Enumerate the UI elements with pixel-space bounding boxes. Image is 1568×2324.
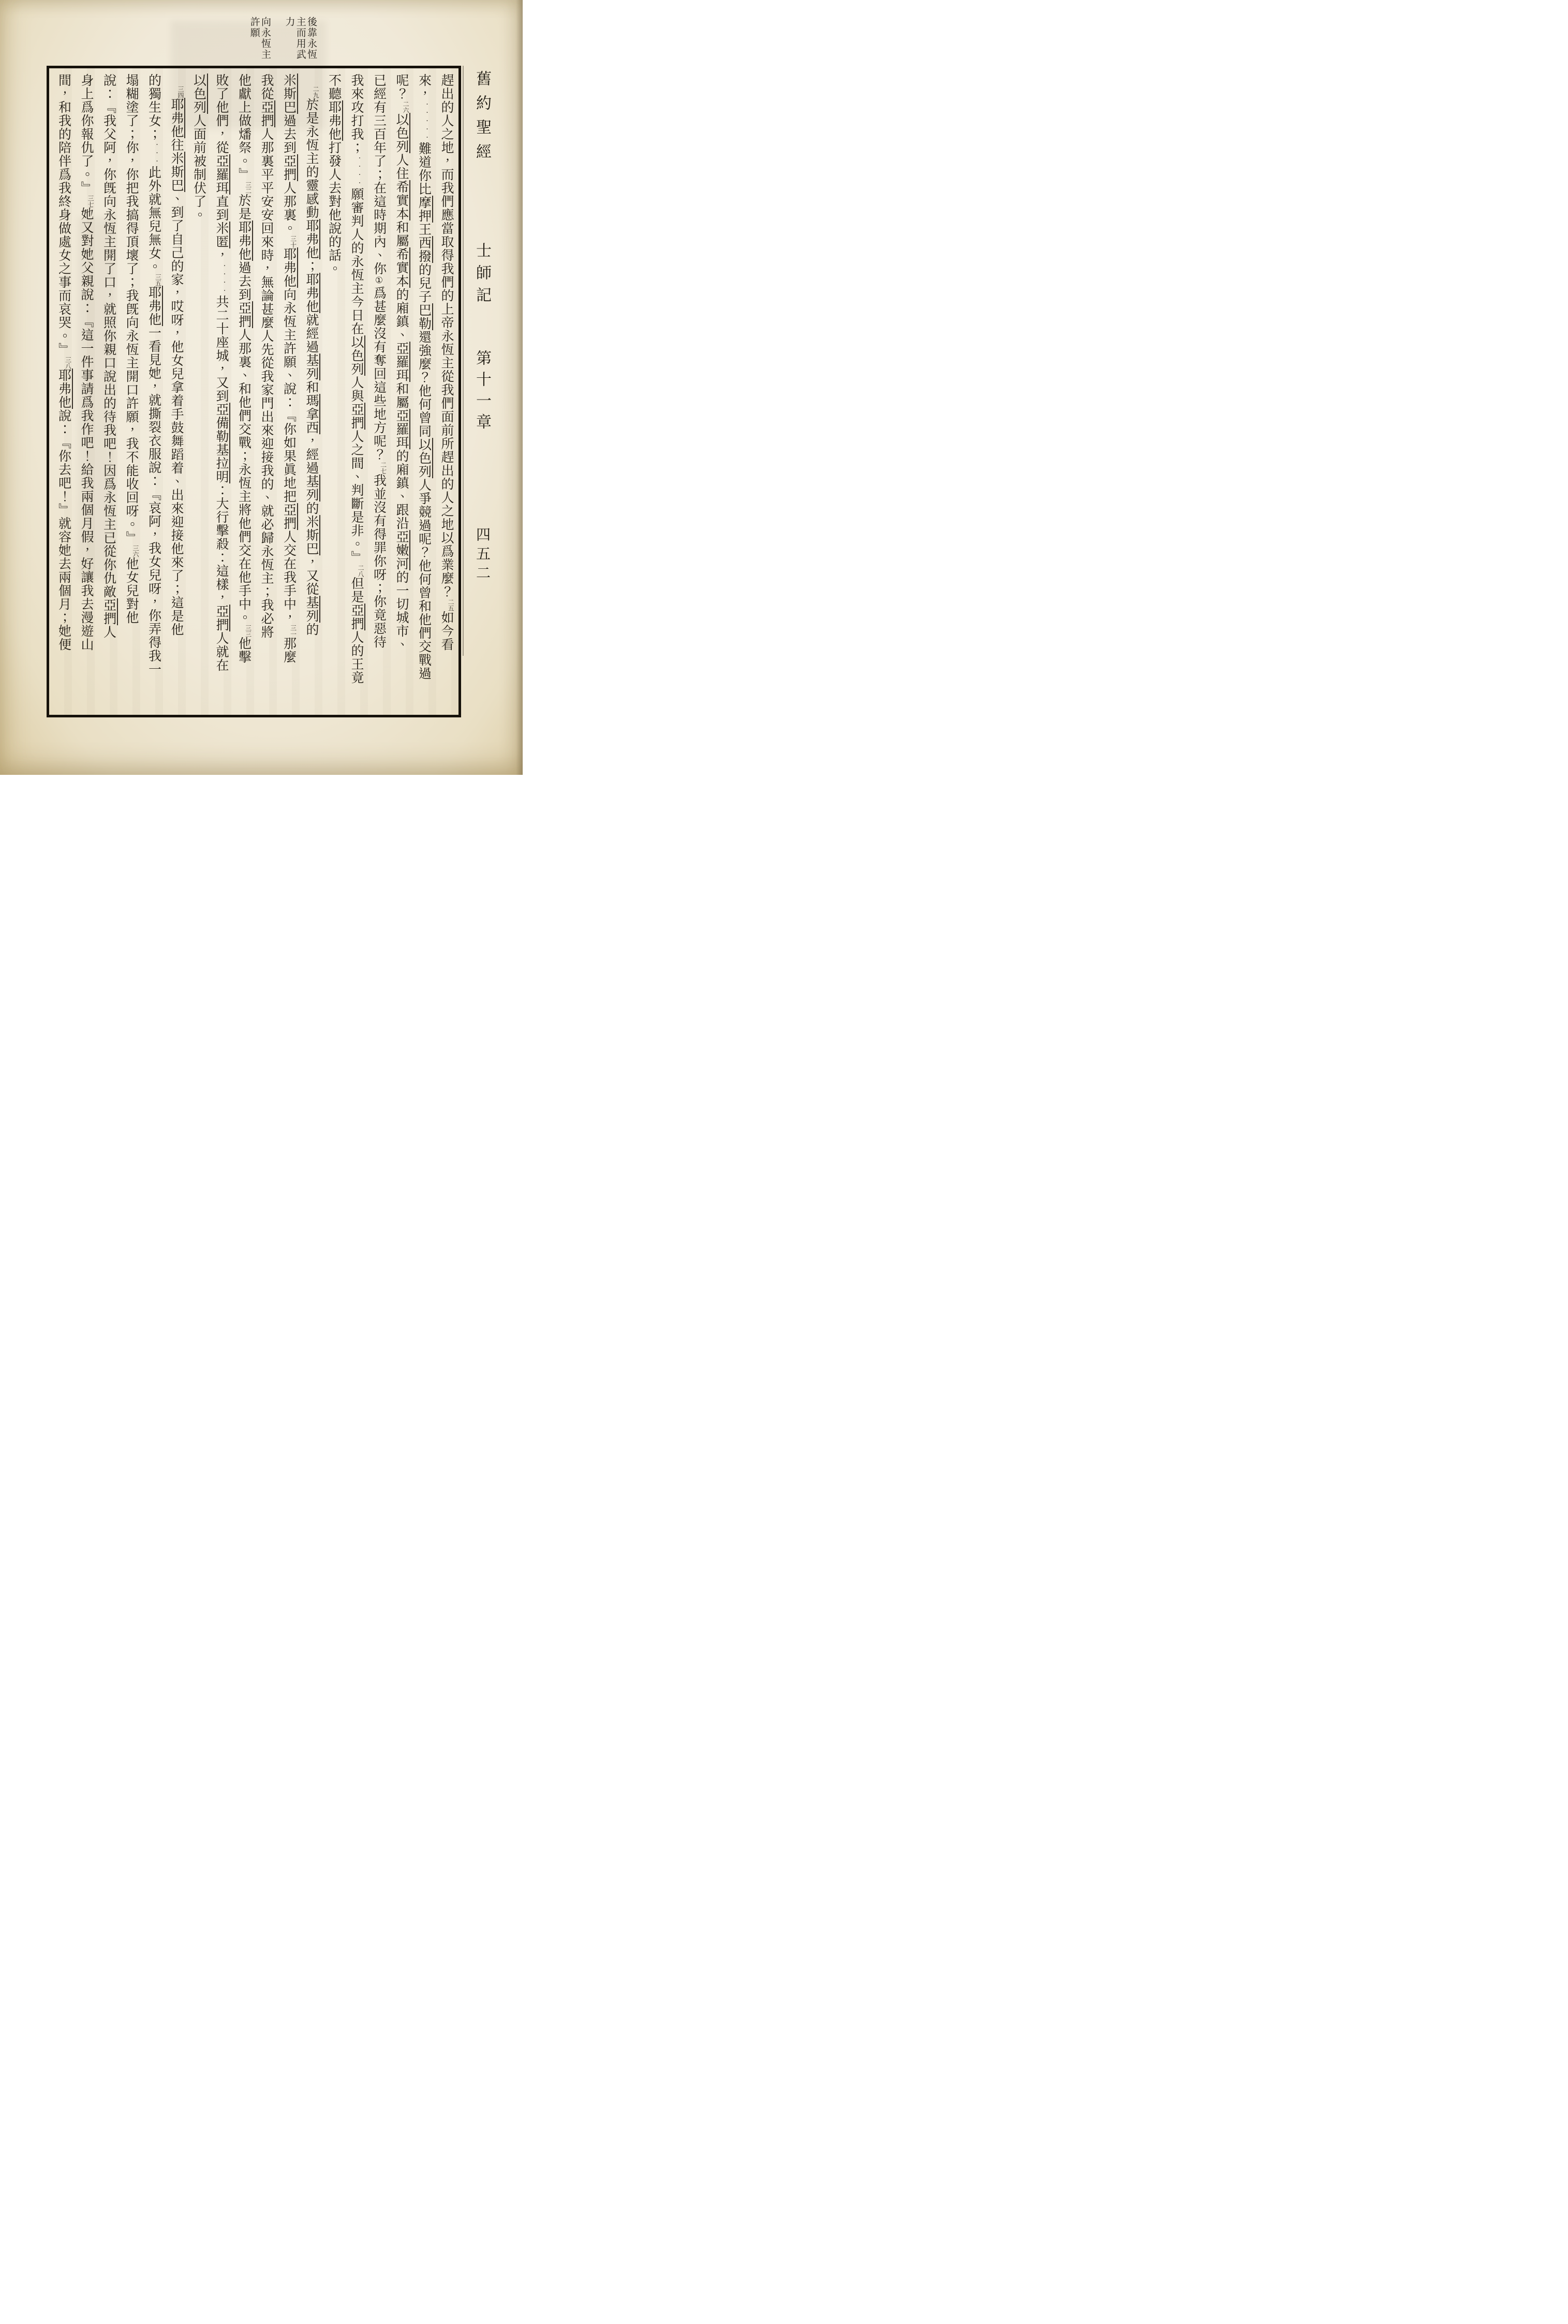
text-run: 打發人去對他說的話。 [327, 141, 342, 275]
text-column [238, 73, 252, 711]
proper-noun-mark: 瑪拿西 [304, 394, 319, 434]
text-run: 和 [304, 380, 319, 394]
proper-noun-mark: 以色列 [417, 438, 432, 478]
proper-noun-mark: 以色列 [349, 335, 364, 376]
text-run: 但是 [349, 577, 364, 604]
text-run: 人與 [349, 376, 364, 403]
text-run: 和屬 [394, 382, 409, 409]
text-run: 她又對她父親說：『這一件事請爲我作吧！給我兩個月假，好讓我去漫遊山 [79, 207, 94, 651]
text-run: 身上爲你報仇了。』 [79, 73, 94, 195]
text-column [440, 73, 454, 711]
text-run: 來， [417, 73, 432, 100]
verse-number: 二八 [357, 565, 364, 577]
text-column [215, 73, 229, 711]
text-run: 人那裏。 [282, 181, 297, 235]
text-run: 敗了他們，從 [214, 73, 229, 154]
text-column [193, 73, 206, 711]
proper-noun-mark: 希實本 [394, 180, 409, 220]
text-run: 直到 [214, 195, 229, 222]
proper-noun-mark: 米匿 [214, 222, 229, 248]
proper-noun-mark: 米斯巴 [304, 515, 319, 555]
proper-noun-mark: 以色列 [191, 73, 207, 114]
header-chapter-title: 第十一章 [473, 350, 491, 435]
text-run: 他擊 [236, 637, 252, 664]
proper-noun-mark: 耶弗他 [56, 369, 72, 409]
text-run: 的 [304, 623, 319, 636]
margin-note-war-heading: 後靠永恆主而用武力 [284, 17, 317, 60]
ellipsis-mark: ···· [220, 262, 229, 295]
ellipsis-mark: ····· [423, 100, 432, 142]
proper-noun-mark: 摩押 [417, 196, 432, 223]
text-run: 的獨生女； [146, 73, 162, 141]
ellipsis-mark: ··· [153, 141, 161, 166]
text-run: 難道你比 [417, 142, 432, 196]
text-run: 他獻上做燔祭。』 [236, 73, 252, 181]
text-run: 人就在 [214, 631, 229, 672]
text-run: 的廂鎮、 [394, 288, 409, 342]
proper-noun-mark: 西撥 [417, 236, 432, 263]
footnote-marker: ① [374, 275, 384, 286]
text-column [103, 73, 116, 711]
paragraph-indent [176, 73, 177, 85]
header-page-number: 四五二 [474, 527, 491, 584]
text-run: 就經過 [304, 313, 319, 354]
text-run: 人之間、判斷是非。』 [349, 430, 364, 564]
text-run: 如今看 [439, 611, 454, 651]
text-run: 我來攻打我； [349, 73, 364, 154]
verse-number: 三三 [244, 625, 252, 637]
text-run: 和屬 [394, 220, 409, 247]
text-run: 的廂鎮、跟沿 [394, 449, 409, 530]
text-run: 人那裏、和他們交戰；永恆主將他們交在他手中。 [236, 328, 252, 624]
proper-noun-mark: 耶弗他 [304, 219, 319, 259]
text-column [350, 73, 364, 711]
text-run: 人的王竟 [349, 630, 364, 684]
proper-noun-mark: 亞羅珥 [394, 342, 409, 382]
text-run: 往 [169, 138, 184, 152]
scan-streak-artifact [463, 66, 464, 656]
proper-noun-mark: 亞捫 [214, 605, 229, 631]
verse-number: 三六 [132, 545, 139, 557]
text-run: 間，和我的陪伴爲我終身做處女之事而哀哭。』 [56, 73, 72, 356]
text-run: 已經有三百年了；在這時期內、你 [372, 73, 387, 275]
text-column [125, 73, 139, 711]
proper-noun-mark: 耶弗他 [304, 273, 319, 313]
text-run: 的 [304, 502, 319, 515]
text-run: 那麼 [282, 637, 297, 664]
text-run: 向永恆主許願、說：『你如果眞地把 [282, 288, 297, 503]
text-run: 過去到 [282, 114, 297, 154]
proper-noun-mark: 亞捫 [349, 403, 364, 430]
text-run: 說：『你去吧！』就容她去兩個月；她便 [56, 409, 72, 651]
text-run: 共二十座城，又到 [214, 295, 229, 403]
text-column [283, 73, 297, 711]
text-column [418, 73, 432, 711]
text-run: 我並沒有得罪你呀；你竟惡待 [372, 474, 387, 649]
text-run: 王 [417, 223, 432, 236]
text-run: 於是永恆主的靈感動 [304, 98, 319, 219]
verse-number: 二七 [379, 462, 387, 474]
verse-number: 二六 [402, 101, 409, 113]
proper-noun-mark: 耶弗他 [327, 100, 342, 141]
proper-noun-mark: 亞捫 [282, 503, 297, 530]
text-run: 塌糊塗了；你，你把我搞得頂壞了；我旣向永恆主開口許願，我不能收回呀。』 [124, 73, 139, 545]
text-run: ， [214, 248, 229, 262]
text-run: 於是 [236, 194, 252, 220]
text-run: ：大行擊殺：這樣， [214, 483, 229, 605]
verse-number: 二九 [312, 86, 319, 98]
proper-noun-mark: 基列 [304, 354, 319, 380]
text-column [148, 73, 161, 711]
text-run: 願審判人的永恆主今日在 [349, 187, 364, 335]
proper-noun-mark: 亞捫 [236, 301, 252, 328]
text-run: ，又從 [304, 555, 319, 596]
text-column [58, 73, 71, 711]
verse-number: 三八 [64, 357, 72, 369]
verse-number: 二五 [447, 599, 454, 611]
proper-noun-mark: 基列 [304, 596, 319, 623]
proper-noun-mark: 亞羅珥 [214, 154, 229, 195]
text-run: 人那裏平平安安回來時，無論甚麼人先從我家門出來迎接我的、就必歸永恆主；我必將 [259, 127, 274, 639]
proper-noun-mark: 亞捫 [101, 598, 117, 625]
text-run: 不聽 [327, 73, 342, 100]
text-run: 過去到 [236, 261, 252, 301]
text-column [305, 73, 319, 711]
proper-noun-mark: 以色列 [394, 113, 409, 153]
text-run: 人 [101, 625, 117, 639]
margin-note-vow-heading: 向永恆主許願 [248, 17, 271, 60]
text-column [395, 73, 409, 711]
proper-noun-mark: 亞羅珥 [394, 409, 409, 449]
proper-noun-mark: 耶弗他 [169, 98, 184, 138]
text-run: 的一切城市、 [394, 570, 409, 651]
proper-noun-mark: 基列 [304, 475, 319, 502]
proper-noun-mark: 亞備勒基拉明 [214, 403, 229, 483]
text-frame [47, 66, 461, 717]
proper-noun-mark: 亞捫 [282, 154, 297, 181]
header-section-title: 士師記 [473, 242, 491, 309]
text-column [328, 73, 342, 711]
ellipsis-mark: ···· [356, 154, 364, 187]
proper-noun-mark: 米斯巴 [169, 152, 184, 192]
scan-edge-shadow [516, 0, 523, 775]
text-run: 人面前被制伏了。 [191, 114, 207, 222]
text-run: 還強麼？他何曾同 [417, 330, 432, 438]
scanned-book-page [0, 0, 523, 775]
text-run: 一看見她，就撕裂衣服說：『哀阿，我女兒呀，你弄得我一 [146, 326, 162, 676]
verse-number: 三五 [154, 274, 162, 286]
text-run: ； [304, 259, 319, 273]
verse-number: 三一 [289, 625, 297, 637]
proper-noun-mark: 耶弗他 [282, 247, 297, 288]
proper-noun-mark: 亞嫩河 [394, 530, 409, 570]
text-run: 爲甚麼沒有奪回這些地方呢？ [372, 286, 387, 461]
text-run: ，經過 [304, 434, 319, 475]
proper-noun-mark: 米斯巴 [282, 73, 297, 114]
text-run: 人交在我手中， [282, 530, 297, 624]
text-run: 人爭競過呢？他何曾和他們交戰過 [417, 478, 432, 680]
text-column [260, 73, 274, 711]
text-run: 人住 [394, 153, 409, 180]
text-column [80, 73, 94, 711]
proper-noun-mark: 耶弗他 [146, 286, 162, 326]
verse-number: 三二 [244, 182, 252, 194]
text-run: 、到了自己的家，哎呀，他女兒拿着手鼓舞蹈着、出來迎接他來了；這是他 [169, 192, 184, 636]
text-run: 他女兒對他 [124, 557, 139, 624]
text-run: 我從 [259, 73, 274, 100]
header-book-title: 舊約聖經 [473, 70, 491, 168]
text-run: 此外就無兒無女。 [146, 166, 162, 273]
proper-noun-mark: 亞捫 [349, 604, 364, 630]
proper-noun-mark: 巴勒 [417, 303, 432, 330]
verse-number: 三七 [87, 195, 94, 208]
text-run: 說：『我父阿，你旣向永恆主開了口，就照你親口說出的待我吧！因爲永恆主已從你仇敵 [101, 73, 117, 598]
proper-noun-mark: 希實本 [394, 247, 409, 288]
text-run: 的兒子 [417, 263, 432, 303]
text-column [170, 73, 184, 711]
text-run: 呢？ [394, 73, 409, 100]
text-run: 趕出的人之地，而我們應當取得我們的上帝永恆主從我們面前所趕出的人之地以爲業麼？ [439, 73, 454, 598]
proper-noun-mark: 亞捫 [259, 100, 274, 127]
verse-number: 三四 [177, 86, 184, 98]
text-column [373, 73, 387, 711]
verse-number: 三十 [289, 236, 297, 248]
proper-noun-mark: 耶弗他 [236, 220, 252, 261]
